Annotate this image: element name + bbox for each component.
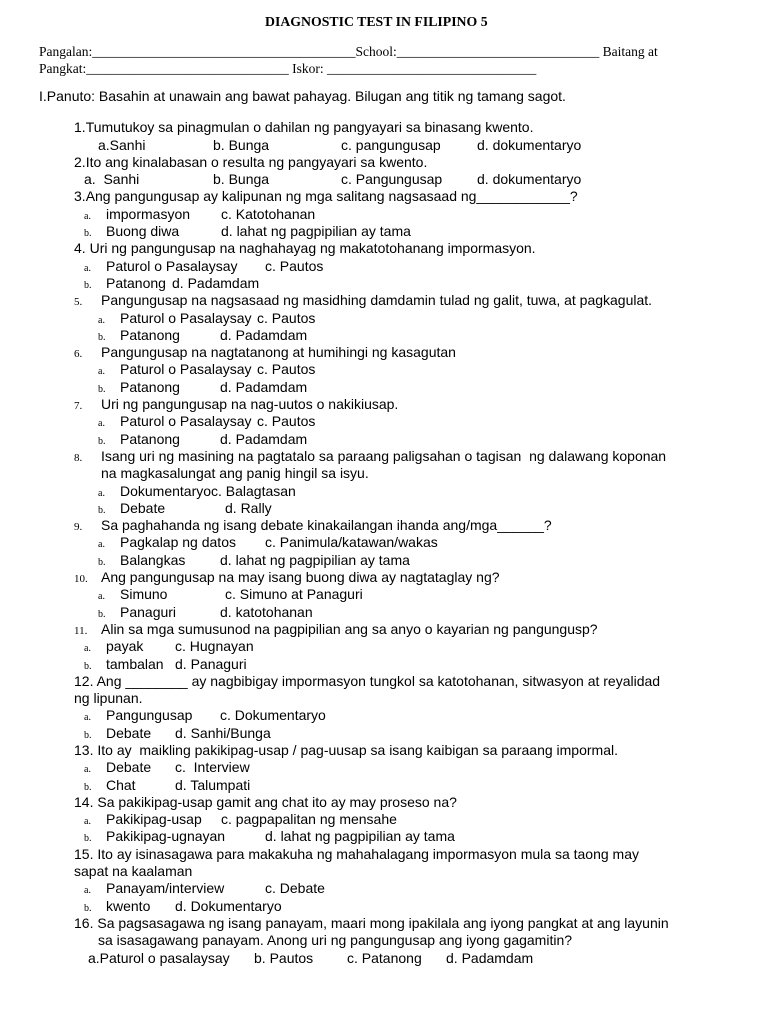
test-title: DIAGNOSTIC TEST IN FILIPINO 5 — [265, 14, 488, 29]
question-8 — [0, 448, 768, 465]
option-text-paired: c. Pautos — [257, 413, 316, 430]
student-info-line-2: Pangkat:______________________________ Iskor: _______________________________ — [39, 61, 537, 76]
question-text: Alin sa mga sumusunod na pagpipilian ang sa anyo o kayarian ng pangungusp? — [101, 620, 598, 637]
option-text: Pakikipag-usap — [106, 811, 202, 828]
question-text: Ito ay isinasagawa para makakuha ng mahahalagang impormasyon mula sa taong may — [97, 845, 640, 862]
option-marker: a. — [84, 210, 91, 222]
question-text: Uri ng pangungusap na nag-uutos o nakikiusap. — [101, 396, 399, 413]
question-15-option-b — [0, 898, 768, 915]
option-text: Debate — [120, 499, 166, 516]
student-info-line-1: Pangalan:_______________________________________School:______________________________ Baitang at — [39, 44, 658, 59]
option-marker: b. — [84, 279, 92, 291]
question-3-option-b — [0, 223, 768, 240]
question-11-option-a — [0, 638, 768, 655]
option-marker: a. — [98, 366, 105, 378]
question-14-option-b — [0, 828, 768, 845]
option-marker: a. — [98, 314, 105, 326]
option-text: Patanong — [120, 430, 180, 447]
question-4 — [0, 240, 768, 257]
question-text: Pangungusap na nagtatanong at humihingi ng kasagutan — [101, 344, 456, 361]
option-text: Paturol o Pasalaysay — [120, 361, 252, 378]
option-text: Debate — [106, 759, 152, 776]
choice-b: b. Pautos — [254, 949, 314, 966]
option-text-paired: d. katotohanan — [220, 603, 313, 620]
choice-d: d. Padamdam — [446, 949, 534, 966]
question-2 — [0, 154, 768, 171]
question-text: Sa pakikipag-usap gamit ang chat ito ay may proseso na? — [97, 793, 457, 810]
option-text: Patanong — [120, 378, 180, 395]
option-text-paired: c. Panimula/katawan/wakas — [265, 534, 438, 551]
option-text-paired: c. Katotohanan — [221, 205, 316, 222]
option-text: Chat — [106, 776, 136, 793]
option-marker: a. — [84, 885, 91, 897]
choice-b: b. Bunga — [213, 171, 270, 188]
option-text-paired: c. Pautos — [265, 257, 324, 274]
option-text-paired: c. Hugnayan — [175, 638, 254, 655]
question-6-option-b — [0, 379, 768, 396]
option-marker: b. — [98, 556, 106, 568]
question-number: 4. — [74, 240, 86, 257]
option-text-paired: d. Talumpati — [175, 776, 251, 793]
question-text: Ito ay maikling pakikipag-usap / pag-uusap sa isang kaibigan sa paraang impormal. — [97, 741, 618, 758]
question-text-continuation: ng lipunan. — [74, 690, 143, 707]
question-5-option-b — [0, 327, 768, 344]
question-stem — [74, 119, 533, 136]
question-1 — [0, 119, 768, 136]
option-text: Paturol o Pasalaysay — [106, 257, 238, 274]
option-text: Paturol o Pasalaysay — [120, 413, 252, 430]
option-text-paired: d. Rally — [225, 499, 272, 516]
option-marker: b. — [84, 228, 92, 240]
question-number: 5. — [74, 296, 83, 309]
option-text-paired: c. Pautos — [257, 361, 316, 378]
option-marker: a. — [84, 262, 91, 274]
option-marker: b. — [84, 660, 92, 672]
question-11-option-b — [0, 656, 768, 673]
question-stem — [74, 846, 639, 863]
option-text: Panaguri — [120, 603, 177, 620]
question-16-continuation — [0, 932, 768, 949]
option-marker: b. — [84, 781, 92, 793]
option-text: Dokumentaryo — [120, 482, 212, 499]
question-8-option-b — [0, 500, 768, 517]
question-3-option-a — [0, 206, 768, 223]
question-text: Isang uri ng masining na pagtatalo sa paraang paligsahan o tagisan ng dalawang koponan — [101, 447, 667, 464]
question-stem — [74, 742, 618, 759]
question-8-continuation — [0, 465, 768, 482]
question-1-choices — [0, 137, 768, 154]
question-number: 2. — [74, 153, 86, 170]
question-12 — [0, 673, 768, 690]
option-text: Pagkalap ng datos — [120, 534, 236, 551]
question-text: Ang ________ ay nagbibigay impormasyon tungkol sa katotohanan, sitwasyon at reyalidad — [96, 672, 661, 689]
option-text: Paturol o Pasalaysay — [120, 309, 252, 326]
question-text: Sa pagsasagawa ng isang panayam, maari mong ipakilala ang iyong pangkat at ang layunin — [97, 914, 669, 931]
question-number: 13. — [74, 741, 94, 758]
question-number: 1. — [74, 119, 86, 136]
question-text-continuation: sapat na kaalaman — [74, 863, 193, 880]
option-text-paired: d. Padamdam — [220, 326, 308, 343]
question-text: Ito ang kinalabasan o resulta ng pangyayari sa kwento. — [85, 153, 428, 170]
option-text-paired: c. Pautos — [257, 309, 316, 326]
option-text-paired: c. Debate — [265, 880, 325, 897]
option-marker: a. — [84, 712, 91, 724]
choice-d: d. dokumentaryo — [477, 136, 582, 153]
question-number: 11. — [74, 624, 88, 637]
question-12-option-a — [0, 707, 768, 724]
question-number: 15. — [74, 845, 94, 862]
question-text: Pangungusap na nagsasaad ng masidhing damdamin tulad ng galit, tuwa, at pagkagulat. — [101, 292, 653, 309]
option-text: payak — [106, 638, 144, 655]
question-10-option-a — [0, 586, 768, 603]
option-text: Panayam/interview — [106, 880, 225, 897]
question-text: Ang pangungusap na may isang buong diwa ay nagtataglay ng? — [101, 569, 500, 586]
question-7 — [0, 396, 768, 413]
option-marker: b. — [98, 383, 106, 395]
question-text: Tumutukoy sa pinagmulan o dahilan ng pangyayari sa binasang kwento. — [85, 119, 534, 136]
question-4-option-a — [0, 258, 768, 275]
option-text: impormasyon — [106, 205, 191, 222]
question-15-option-a — [0, 880, 768, 897]
option-marker: b. — [84, 902, 92, 914]
question-12-option-b — [0, 725, 768, 742]
question-2-choices — [0, 171, 768, 188]
question-stem — [74, 673, 660, 690]
option-text: Pangungusap — [106, 707, 193, 724]
option-text-paired: d. Padamdam — [220, 430, 308, 447]
question-stem — [74, 794, 457, 811]
option-marker: a. — [84, 643, 91, 655]
option-text: Patanong — [106, 274, 166, 291]
question-9 — [0, 517, 768, 534]
question-14 — [0, 794, 768, 811]
option-text-paired: c. Dokumentaryo — [220, 707, 326, 724]
question-list — [0, 119, 768, 967]
question-10-option-b — [0, 604, 768, 621]
option-text-paired: c. Simuno at Panaguri — [225, 586, 363, 603]
question-number: 16. — [74, 914, 94, 931]
question-text: Sa paghahanda ng isang debate kinakailangan ihanda ang/mga______? — [101, 517, 552, 534]
option-text: Buong diwa — [106, 223, 180, 240]
question-15-continuation — [0, 863, 768, 880]
option-text: kwento — [106, 897, 151, 914]
option-marker: b. — [98, 608, 106, 620]
choice-c: c. Pangungusap — [341, 171, 443, 188]
option-marker: a. — [98, 487, 105, 499]
option-marker: a. — [98, 539, 105, 551]
question-text: Ang pangungusap ay kalipunan ng mga salitang nagsasaad ng____________? — [85, 188, 578, 205]
question-number: 3. — [74, 188, 86, 205]
question-3 — [0, 188, 768, 205]
option-text: Pakikipag-ugnayan — [106, 828, 226, 845]
question-14-option-a — [0, 811, 768, 828]
question-number: 6. — [74, 348, 83, 361]
question-number: 7. — [74, 400, 83, 413]
option-text-paired: c. Balagtasan — [211, 482, 296, 499]
question-9-option-a — [0, 534, 768, 551]
question-number: 12. — [74, 672, 94, 689]
choice-a: a.Paturol o pasalaysay — [88, 949, 230, 966]
option-marker: b. — [98, 504, 106, 516]
question-4-option-b — [0, 275, 768, 292]
question-13 — [0, 742, 768, 759]
option-text-paired: d. Dokumentaryo — [175, 897, 282, 914]
option-text: tambalan — [106, 655, 164, 672]
question-16 — [0, 915, 768, 932]
question-stem — [74, 154, 427, 171]
choice-c: c. Patanong — [347, 949, 422, 966]
question-6-option-a — [0, 361, 768, 378]
question-7-option-a — [0, 413, 768, 430]
question-13-option-a — [0, 759, 768, 776]
question-5 — [0, 292, 768, 309]
option-marker: a. — [98, 418, 105, 430]
option-text-paired: c. Interview — [175, 759, 250, 776]
question-number: 14. — [74, 793, 94, 810]
question-9-option-b — [0, 552, 768, 569]
question-stem — [74, 188, 578, 205]
option-text-paired: d. lahat ng pagpipilian ay tama — [220, 551, 410, 568]
option-marker: b. — [98, 331, 106, 343]
choice-d: d. dokumentaryo — [477, 171, 582, 188]
option-text-paired: d. Panaguri — [175, 655, 247, 672]
option-text: Patanong — [120, 326, 180, 343]
question-stem — [74, 240, 536, 257]
option-text-paired: d. Padamdam — [172, 274, 260, 291]
option-marker: b. — [84, 833, 92, 845]
option-text-paired: d. lahat ng pagpipilian ay tama — [221, 223, 411, 240]
choice-b: b. Bunga — [213, 136, 270, 153]
option-text-paired: d. lahat ng pagpipilian ay tama — [265, 828, 455, 845]
question-number: 9. — [74, 521, 83, 534]
option-text-paired: d. Sanhi/Bunga — [175, 724, 271, 741]
option-text: Balangkas — [120, 551, 186, 568]
question-11 — [0, 621, 768, 638]
question-6 — [0, 344, 768, 361]
question-10 — [0, 569, 768, 586]
option-marker: b. — [98, 435, 106, 447]
instructions: I.Panuto: Basahin at unawain ang bawat pahayag. Bilugan ang titik ng tamang sagot. — [39, 88, 566, 104]
option-text-paired: d. Padamdam — [220, 378, 308, 395]
question-text-continuation: na magkasalungat ang panig hingil sa isyu. — [101, 465, 369, 482]
question-8-option-a — [0, 483, 768, 500]
choice-a: a. Sanhi — [84, 171, 140, 188]
question-number: 10. — [74, 573, 88, 586]
question-text-continuation: sa isasagawang panayam. Anong uri ng pangungusap ang iyong gagamitin? — [98, 932, 573, 949]
choice-a: a.Sanhi — [98, 136, 146, 153]
question-number: 8. — [74, 451, 83, 464]
option-marker: a. — [98, 591, 105, 603]
option-marker: a. — [84, 764, 91, 776]
question-16-choices — [0, 950, 768, 967]
option-text: Debate — [106, 724, 152, 741]
question-5-option-a — [0, 310, 768, 327]
question-15 — [0, 846, 768, 863]
question-7-option-b — [0, 431, 768, 448]
question-12-continuation — [0, 690, 768, 707]
question-text: Uri ng pangungusap na naghahayag ng makatotohanang impormasyon. — [89, 240, 536, 257]
question-13-option-b — [0, 777, 768, 794]
option-text-paired: c. pagpapalitan ng mensahe — [221, 811, 397, 828]
option-marker: b. — [84, 729, 92, 741]
option-text: Simuno — [120, 586, 168, 603]
question-stem — [74, 915, 669, 932]
option-marker: a. — [84, 816, 91, 828]
choice-c: c. pangungusap — [341, 136, 441, 153]
